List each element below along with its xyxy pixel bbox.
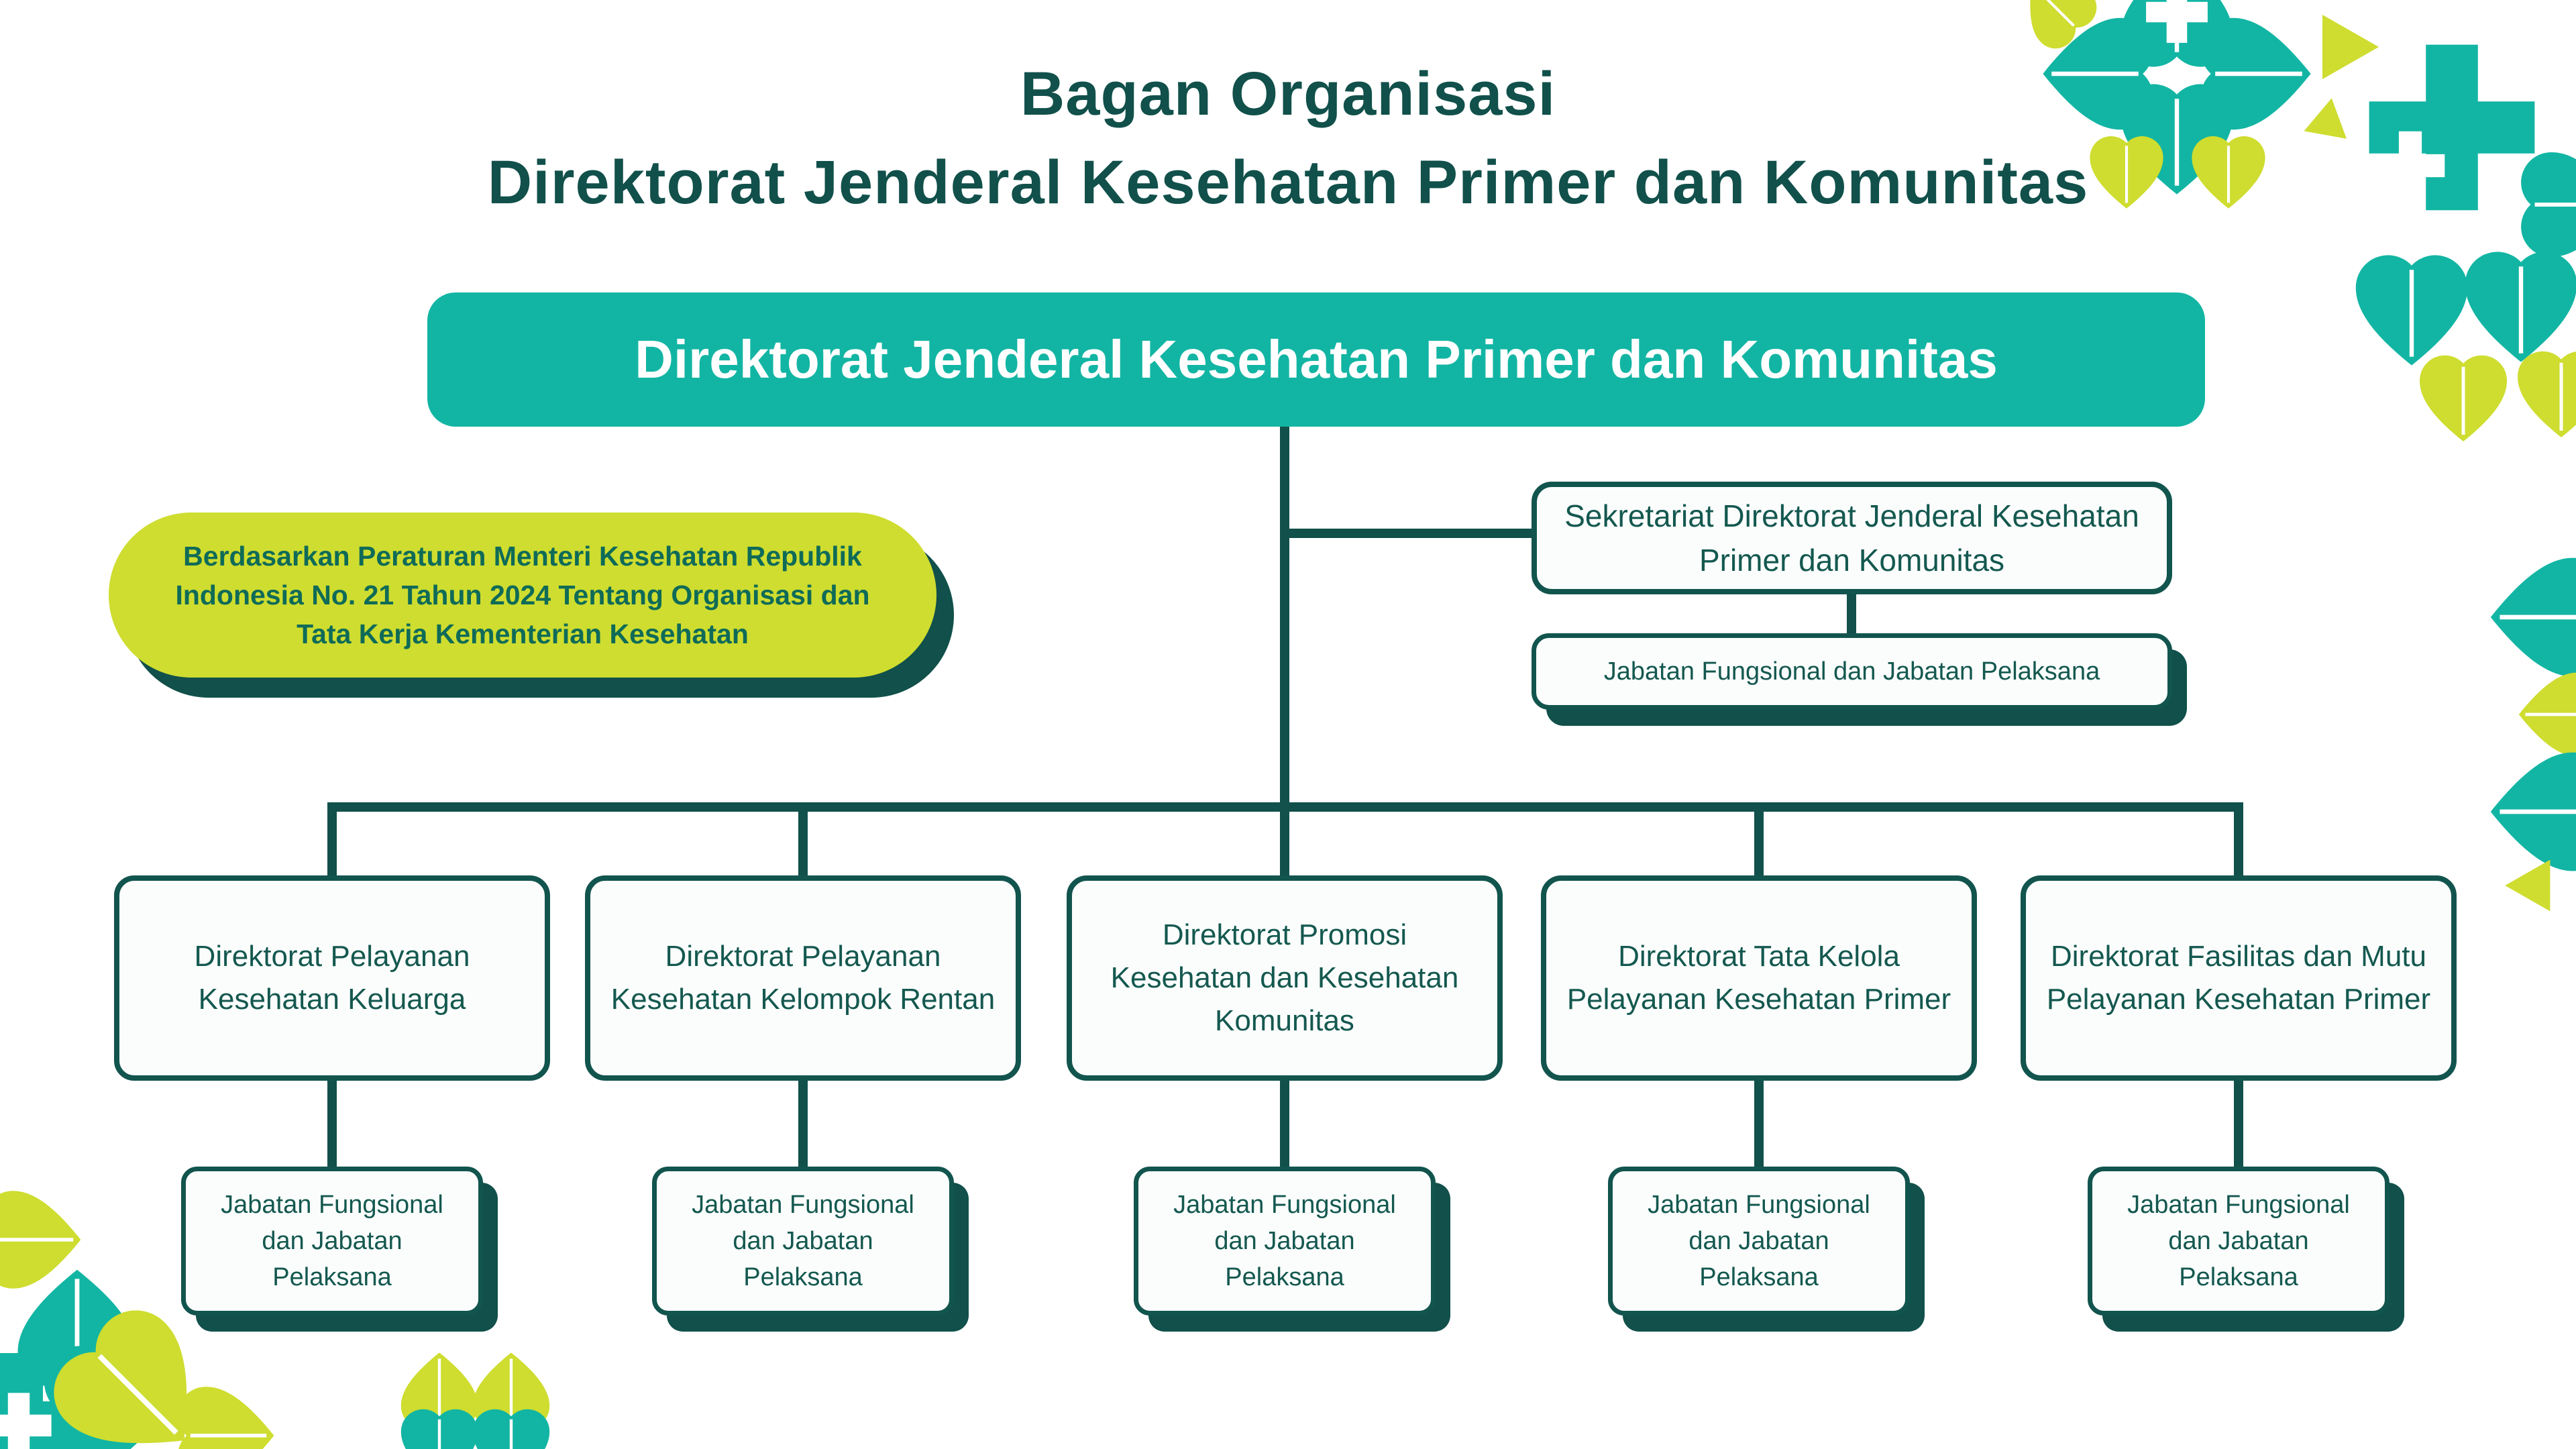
heart-icon: [2491, 753, 2576, 871]
regulation-note: [109, 513, 936, 678]
edge-decoration-right: [2469, 557, 2576, 932]
heart-icon: [2491, 558, 2576, 677]
node-sub-3: [1134, 1167, 1436, 1316]
connector-sekretariat-sub: [1847, 590, 1856, 637]
heart-icon: [401, 1409, 478, 1449]
heart-icon: [2356, 255, 2467, 365]
heart-icon: [2121, 0, 2233, 67]
node-sekretariat-sub: [1532, 633, 2172, 710]
connector-sekretariat-branch: [1285, 529, 1536, 538]
node-directorate-1: [114, 875, 550, 1081]
plus-cross-icon: [2146, 0, 2208, 43]
root-node-label: Direktorat Jenderal Kesehatan Primer dan Komunitas: [635, 329, 1998, 389]
connector-drop-2: [798, 802, 808, 880]
node-sekretariat: [1532, 482, 2172, 594]
heart-icon: [401, 1352, 478, 1428]
heart-icon: [18, 1270, 137, 1387]
heart-icon: [473, 1352, 549, 1428]
small-clover: [401, 1352, 549, 1449]
node-sub-4-label: Jabatan Fungsional dan Jabatan Pelaksana: [1648, 1191, 1870, 1291]
node-directorate-1-label: Direktorat Pelayanan Kesehatan Keluarga: [194, 940, 470, 1016]
heart-icon: [2518, 352, 2576, 437]
connector-drop-3: [1280, 802, 1289, 880]
root-node: [427, 292, 2205, 427]
heart-icon: [2519, 673, 2576, 757]
node-sub-2: [652, 1167, 954, 1316]
node-directorate-2: [585, 875, 1021, 1081]
page-title: Bagan Organisasi: [1020, 60, 1556, 128]
triangle-icon: [2505, 860, 2550, 912]
node-sub-3-label: Jabatan Fungsional dan Jabatan Pelaksana: [1173, 1191, 1396, 1291]
connector-sub-3: [1280, 1079, 1289, 1169]
node-directorate-5-label: Direktorat Fasilitas dan Mutu Pelayanan Kesehatan Primer: [2046, 940, 2431, 1016]
node-directorate-3: [1067, 875, 1503, 1081]
connector-drop-4: [1754, 802, 1764, 880]
node-directorate-2-label: Direktorat Pelayanan Kesehatan Kelompok Rentan: [610, 940, 996, 1016]
connector-trunk: [1280, 424, 1289, 812]
plus-cross-icon: [0, 1393, 52, 1449]
connector-sub-5: [2234, 1079, 2243, 1169]
node-directorate-4: [1541, 875, 1977, 1081]
node-directorate-3-label: Direktorat Promosi Kesehatan dan Kesehatan Komunitas: [1110, 918, 1459, 1037]
node-sekretariat-sub-label: Jabatan Fungsional dan Jabatan Pelaksana: [1603, 657, 2100, 686]
node-sub-1-label: Jabatan Fungsional dan Jabatan Pelaksana: [221, 1191, 443, 1291]
node-sub-5-label: Jabatan Fungsional dan Jabatan Pelaksana: [2127, 1191, 2350, 1291]
node-sub-1: [181, 1167, 483, 1316]
page-subtitle: Direktorat Jenderal Kesehatan Primer dan Komunitas: [487, 148, 2089, 217]
heart-icon: [2420, 356, 2507, 441]
heart-icon: [44, 1346, 168, 1449]
regulation-note-text: Berdasarkan Peraturan Menteri Kesehatan Republik Indonesia No. 21 Tahun 2024 Tentang Organisasi dan Tata Kerja Kementerian Kesehatan: [175, 541, 870, 649]
heart-icon: [38, 1294, 233, 1449]
connector-sub-2: [798, 1079, 808, 1169]
heart-icon: [2465, 252, 2576, 362]
node-sub-5: [2088, 1167, 2390, 1316]
node-sub-4: [1608, 1167, 1910, 1316]
heart-icon: [2019, 0, 2105, 57]
plus-cross-icon: [0, 1353, 91, 1449]
heart-icon: [0, 1191, 80, 1289]
node-sub-2-label: Jabatan Fungsional dan Jabatan Pelaksana: [692, 1191, 914, 1291]
heart-icon: [473, 1409, 549, 1449]
connector-sub-4: [1754, 1079, 1764, 1169]
connector-sub-1: [327, 1079, 337, 1169]
connector-drop-5: [2234, 802, 2243, 880]
node-directorate-5: [2021, 875, 2457, 1081]
connector-drop-1: [327, 802, 337, 880]
heart-icon: [178, 1387, 274, 1449]
node-sekretariat-label: Sekretariat Direktorat Jenderal Kesehatan Primer dan Komunitas: [1564, 498, 2139, 578]
node-directorate-4-label: Direktorat Tata Kelola Pelayanan Kesehatan Primer: [1566, 940, 1951, 1016]
